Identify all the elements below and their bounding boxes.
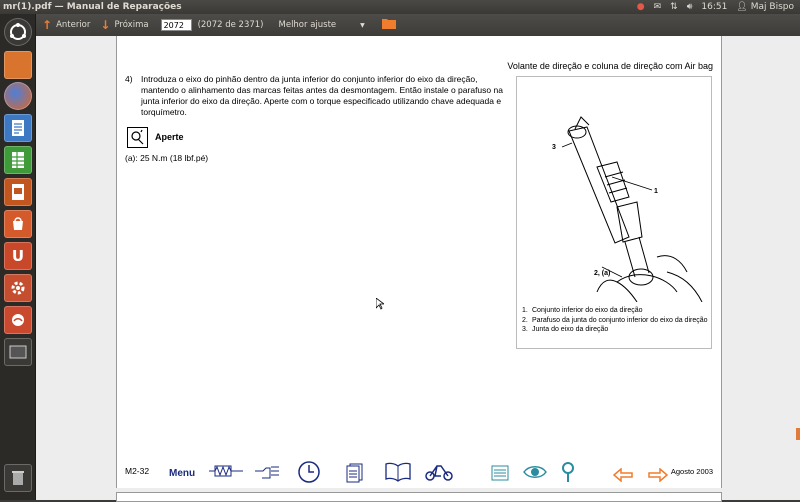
document-viewer-icon[interactable] [4, 306, 32, 334]
settings-icon[interactable] [4, 274, 32, 302]
callout-2: 2, (a) [594, 270, 611, 277]
step-text: Introduza o eixo do pinhão dentro da junta inferior do conjunto inferior do eixo da direção, mantendo o alinhamento das marcas feitas antes da desmontagem. Então instale o parafuso na junta inferior do eixo da direção. Aperte com o torque especificado utilizando chave adequada e torquímetro. [141, 74, 503, 117]
print-icon[interactable] [490, 464, 510, 482]
next-page-button[interactable]: Próxima [114, 20, 149, 30]
calc-icon[interactable] [4, 146, 32, 174]
legend-number: 3. [522, 326, 528, 333]
power-icon[interactable]: ● [636, 2, 645, 12]
firefox-icon[interactable] [4, 82, 32, 110]
legend-item [522, 316, 708, 326]
torque-value: (a): 25 N.m (18 lbf.pé) [125, 153, 209, 163]
search-magnifier-icon[interactable] [561, 461, 575, 483]
view-eye-icon[interactable] [523, 464, 547, 480]
step-instruction [125, 74, 510, 118]
legend-text: Junta do eixo da direção [532, 326, 609, 333]
page-number-input[interactable] [161, 19, 192, 31]
clock[interactable]: 16:51 [701, 2, 728, 12]
legend-item [522, 306, 708, 316]
zoom-dropdown-icon[interactable]: ▼ [360, 21, 365, 29]
top-panel [0, 0, 800, 14]
mouse-cursor-icon [376, 298, 384, 310]
menu-link[interactable]: Menu [169, 468, 196, 479]
legend-number: 1. [522, 307, 528, 314]
book-icon[interactable] [385, 462, 411, 482]
launcher [0, 14, 36, 500]
hand-index-icon[interactable] [254, 463, 280, 479]
wiring-diagram-icon[interactable] [209, 463, 243, 479]
network-icon[interactable]: ⇅ [670, 2, 678, 12]
software-center-icon[interactable] [4, 210, 32, 238]
documents-icon[interactable] [344, 462, 364, 484]
page-date: Agosto 2003 [670, 467, 713, 476]
previous-page-button[interactable]: Anterior [56, 20, 91, 30]
torque-wrench-icon [127, 127, 148, 148]
ubuntu-one-icon[interactable]: U [4, 242, 32, 270]
zoom-select[interactable]: Melhor ajuste [278, 20, 337, 30]
system-tray [637, 2, 800, 12]
callout-1: 1 [654, 188, 658, 195]
steering-shaft-drawing [517, 77, 713, 302]
legend-item [522, 325, 708, 335]
section-title: Volante de direção e coluna de direção com Air bag [507, 61, 713, 71]
pdf-page [116, 36, 722, 488]
page-count: (2072 de 2371) [197, 20, 264, 30]
legend-text: Parafuso da junta do conjunto inferior do eixo da direção [532, 316, 708, 324]
dash-home-icon[interactable] [4, 18, 32, 46]
arrow-up-icon[interactable]: ↑ [42, 18, 53, 32]
user-icon[interactable]: 👤︎ [736, 2, 748, 12]
legend-text: Conjunto inferior do eixo da direção [532, 307, 643, 314]
user-name[interactable]: Maj Bispo [750, 2, 794, 12]
car-icon[interactable] [423, 462, 455, 482]
folder-icon[interactable] [382, 18, 396, 32]
scrollbar-handle[interactable] [796, 428, 800, 440]
writer-icon[interactable] [4, 114, 32, 142]
next-page-arrow-icon[interactable] [648, 468, 668, 482]
callout-3: 3 [552, 144, 556, 151]
impress-icon[interactable] [4, 178, 32, 206]
mail-icon[interactable]: ✉ [653, 2, 662, 12]
step-number: 4) [125, 74, 133, 84]
viewer-toolbar [36, 14, 800, 36]
files-icon[interactable] [4, 51, 32, 79]
steering-shaft-figure [516, 76, 712, 349]
clock-icon[interactable] [297, 461, 321, 483]
page-code: M2-32 [125, 466, 150, 476]
window-title: mr(1).pdf — Manual de Reparações [3, 2, 182, 12]
arrow-down-icon[interactable]: ↓ [100, 18, 111, 32]
previous-page-arrow-icon[interactable] [613, 468, 633, 482]
figure-legend [522, 306, 708, 335]
workspace-switcher-icon[interactable] [4, 338, 32, 366]
trash-icon[interactable] [4, 464, 32, 492]
torque-label: Aperte [155, 132, 184, 142]
legend-number: 2. [522, 316, 528, 324]
next-pdf-page [116, 492, 722, 502]
volume-icon[interactable]: 🔊︎ [686, 2, 693, 12]
